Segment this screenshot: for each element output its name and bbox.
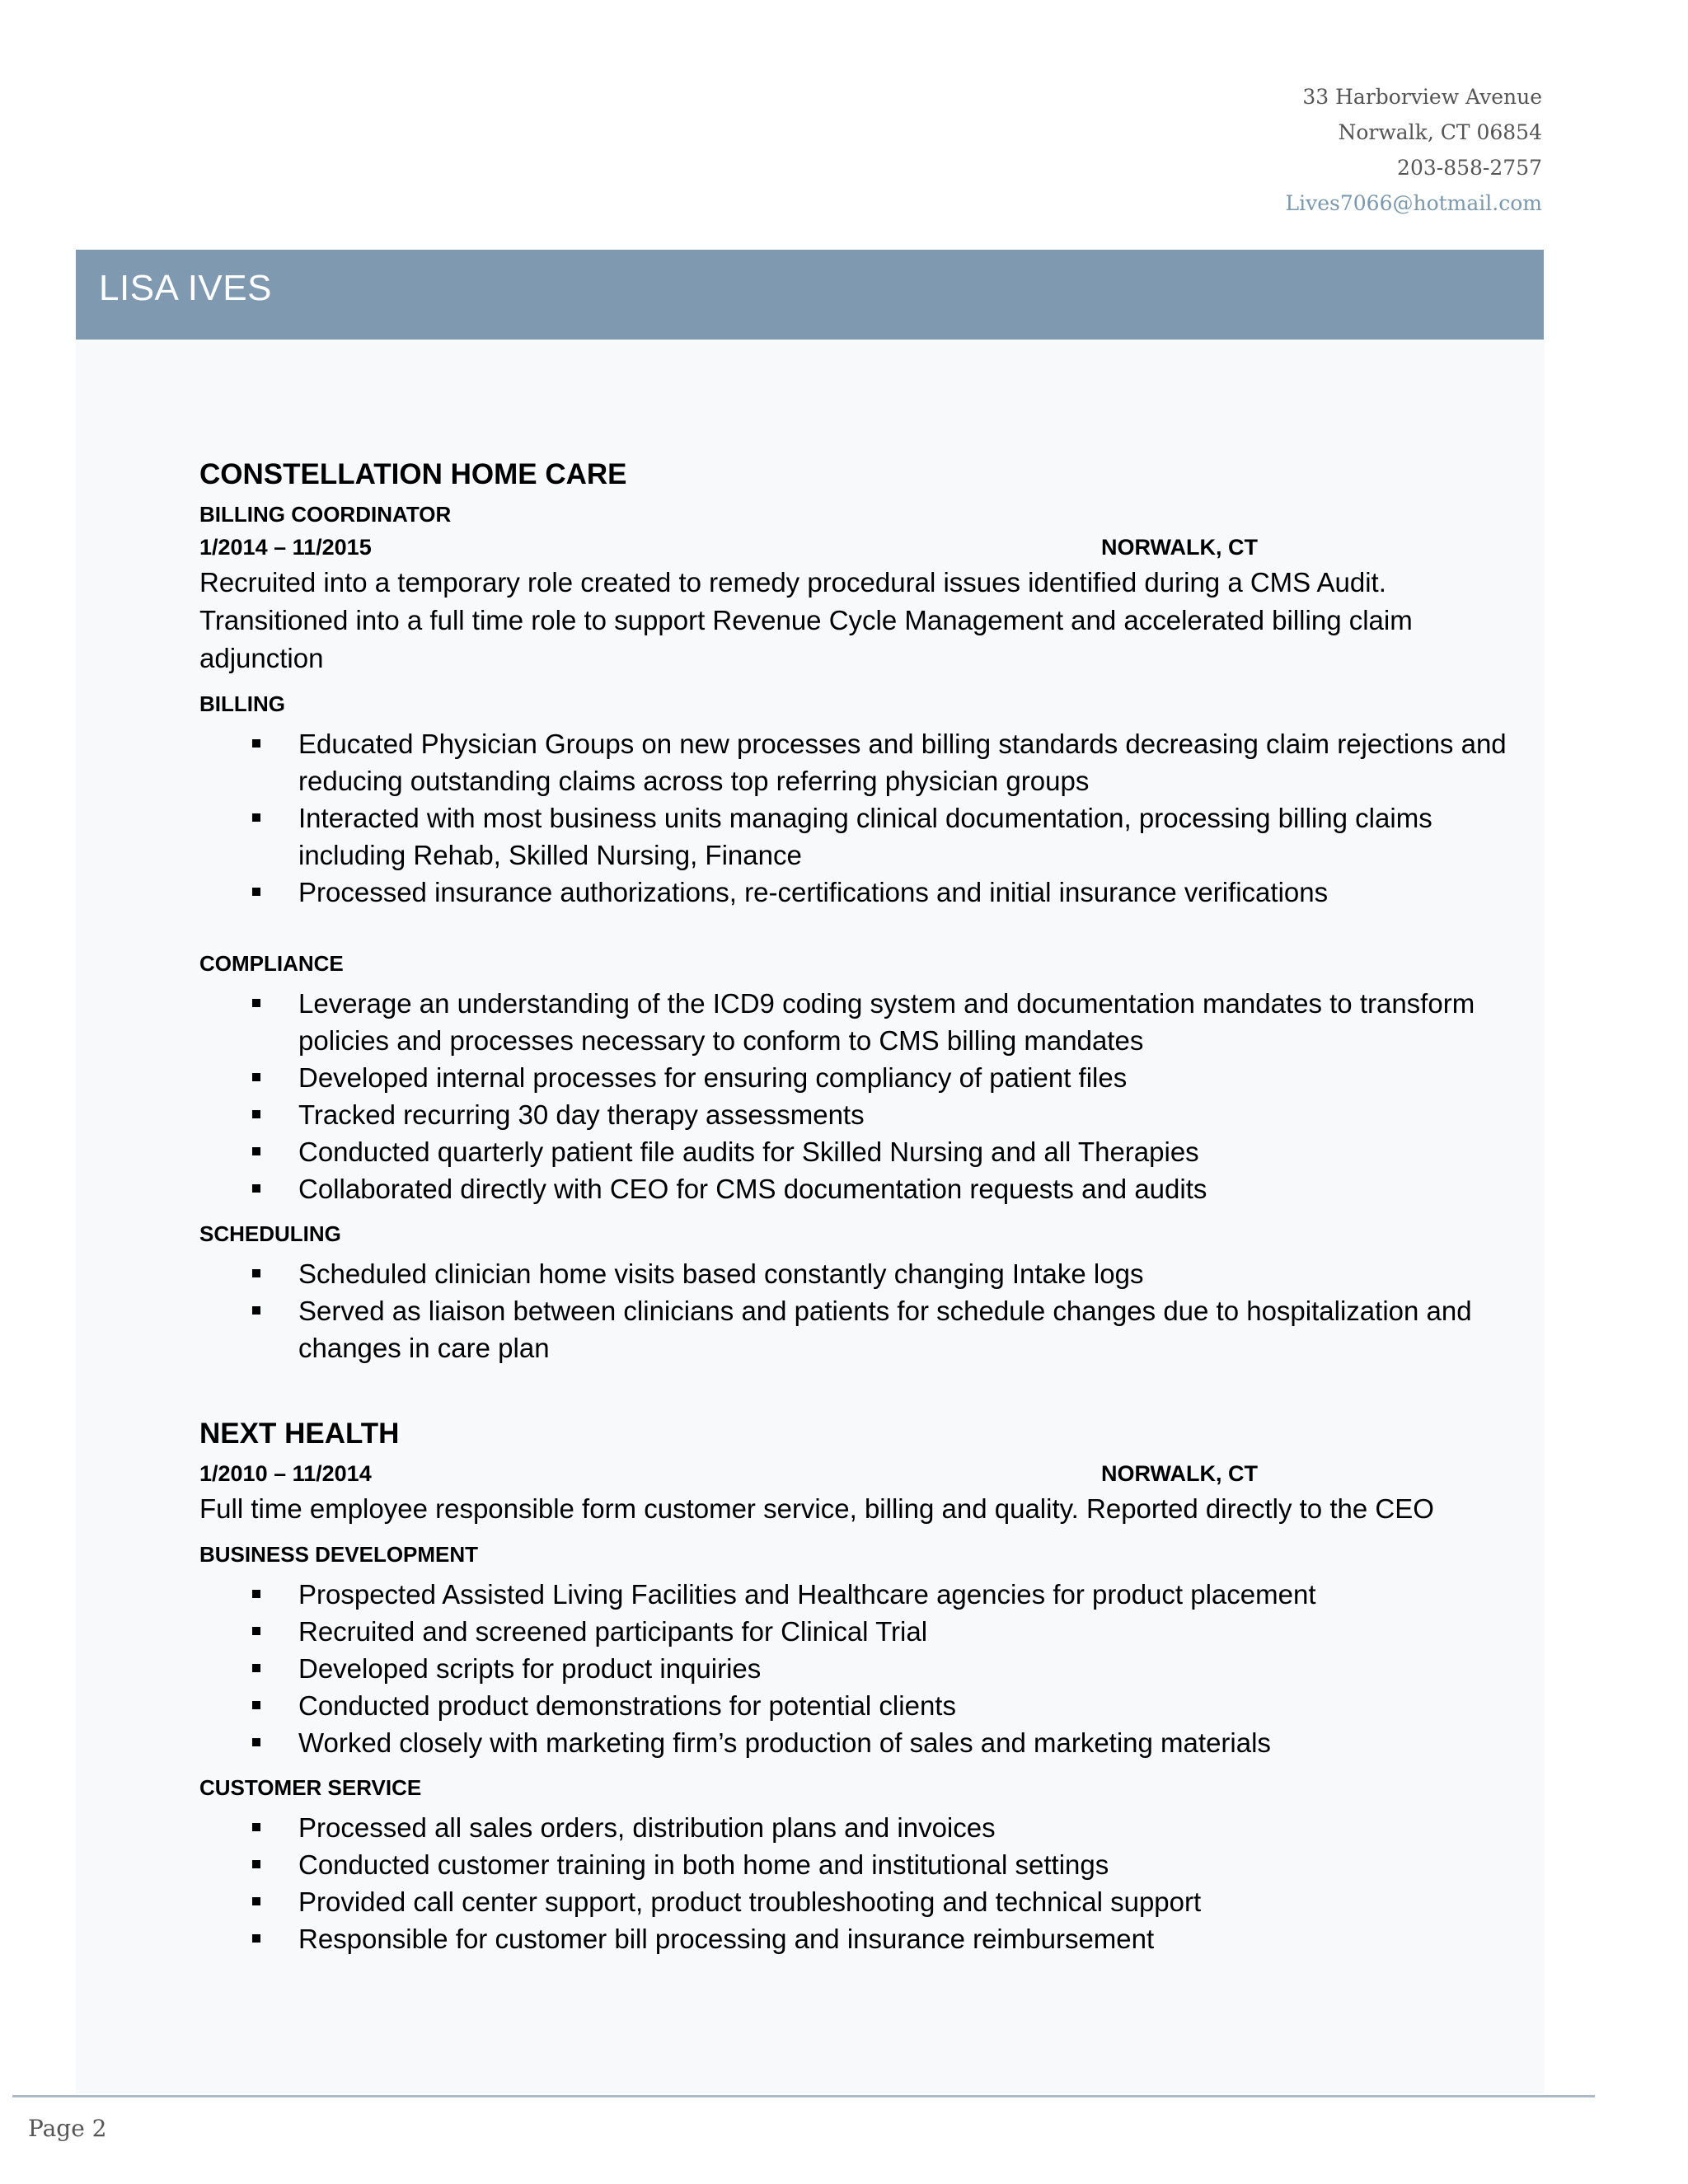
- footer-divider: [12, 2095, 1595, 2097]
- job-location: NORWALK, CT: [1101, 535, 1258, 560]
- section-heading-customer-service: CUSTOMER SERVICE: [199, 1775, 422, 1800]
- list-item: Conducted customer training in both home and institutional settings: [199, 1846, 1535, 1883]
- page-number: Page 2: [28, 2115, 107, 2142]
- bullet-list-compliance: [199, 985, 1535, 1207]
- list-item: Responsible for customer bill processing and insurance reimbursement: [199, 1920, 1535, 1957]
- job-title: BILLING COORDINATOR: [199, 502, 452, 527]
- list-item: Processed insurance authorizations, re-certifications and initial insurance verifications: [199, 874, 1535, 911]
- list-item: Scheduled clinician home visits based constantly changing Intake logs: [199, 1255, 1535, 1292]
- section-heading-scheduling: SCHEDULING: [199, 1221, 341, 1246]
- job-constellation: [199, 452, 1535, 1366]
- contact-block: [1286, 79, 1542, 221]
- date-location-row: [199, 531, 1535, 564]
- list-item: Worked closely with marketing firm’s production of sales and marketing materials: [199, 1724, 1535, 1761]
- list-item: Provided call center support, product troubleshooting and technical support: [199, 1883, 1535, 1920]
- list-item: Prospected Assisted Living Facilities and Healthcare agencies for product placement: [199, 1576, 1535, 1613]
- bullet-list-business-development: [199, 1576, 1535, 1761]
- date-location-row: [199, 1457, 1535, 1490]
- resume-content: [199, 452, 1535, 1957]
- bullet-list-scheduling: [199, 1255, 1535, 1366]
- employer-name: CONSTELLATION HOME CARE: [199, 458, 627, 490]
- list-item: Conducted quarterly patient file audits for Skilled Nursing and all Therapies: [199, 1133, 1535, 1170]
- job-description: Recruited into a temporary role created to remedy procedural issues identified during a CMS Audit. Transitioned into a full time role to support Revenue Cycle Management and accelerated billing claim adjunction: [199, 567, 1413, 673]
- job-dates: 1/2014 – 11/2015: [199, 535, 372, 560]
- list-item: Tracked recurring 30 day therapy assessments: [199, 1096, 1535, 1133]
- employer-name: NEXT HEALTH: [199, 1418, 400, 1450]
- section-heading-billing: BILLING: [199, 691, 285, 716]
- bullet-list-customer-service: [199, 1809, 1535, 1957]
- list-item: Processed all sales orders, distribution plans and invoices: [199, 1809, 1535, 1846]
- job-description: Full time employee responsible form customer service, billing and quality. Reported directly to the CEO: [199, 1493, 1434, 1524]
- job-location: NORWALK, CT: [1101, 1461, 1258, 1486]
- bullet-list-billing: [199, 725, 1535, 911]
- name-banner: [76, 250, 1544, 340]
- list-item: Developed scripts for product inquiries: [199, 1650, 1535, 1687]
- contact-address: 33 Harborview Avenue: [1302, 85, 1542, 109]
- list-item: Collaborated directly with CEO for CMS documentation requests and audits: [199, 1170, 1535, 1207]
- list-item: Served as liaison between clinicians and patients for schedule changes due to hospitalization and changes in care plan: [199, 1292, 1535, 1366]
- section-heading-business-development: BUSINESS DEVELOPMENT: [199, 1542, 479, 1567]
- contact-phone: 203-858-2757: [1397, 156, 1542, 180]
- job-next-health: [199, 1411, 1535, 1957]
- list-item: Educated Physician Groups on new processes and billing standards decreasing claim rejections and reducing outstanding claims across top referring physician groups: [199, 725, 1535, 799]
- contact-email-link[interactable]: Lives7066@hotmail.com: [1285, 191, 1542, 215]
- section-heading-compliance: COMPLIANCE: [199, 951, 344, 976]
- list-item: Leverage an understanding of the ICD9 coding system and documentation mandates to transform policies and processes necessary to conform to CMS billing mandates: [199, 985, 1535, 1059]
- contact-city: Norwalk, CT 06854: [1338, 120, 1542, 144]
- list-item: Developed internal processes for ensuring compliancy of patient files: [199, 1059, 1535, 1096]
- candidate-name: LISA IVES: [99, 268, 272, 308]
- list-item: Interacted with most business units managing clinical documentation, processing billing claims including Rehab, Skilled Nursing, Finance: [199, 799, 1535, 874]
- list-item: Conducted product demonstrations for potential clients: [199, 1687, 1535, 1724]
- list-item: Recruited and screened participants for Clinical Trial: [199, 1613, 1535, 1650]
- job-dates: 1/2010 – 11/2014: [199, 1461, 372, 1486]
